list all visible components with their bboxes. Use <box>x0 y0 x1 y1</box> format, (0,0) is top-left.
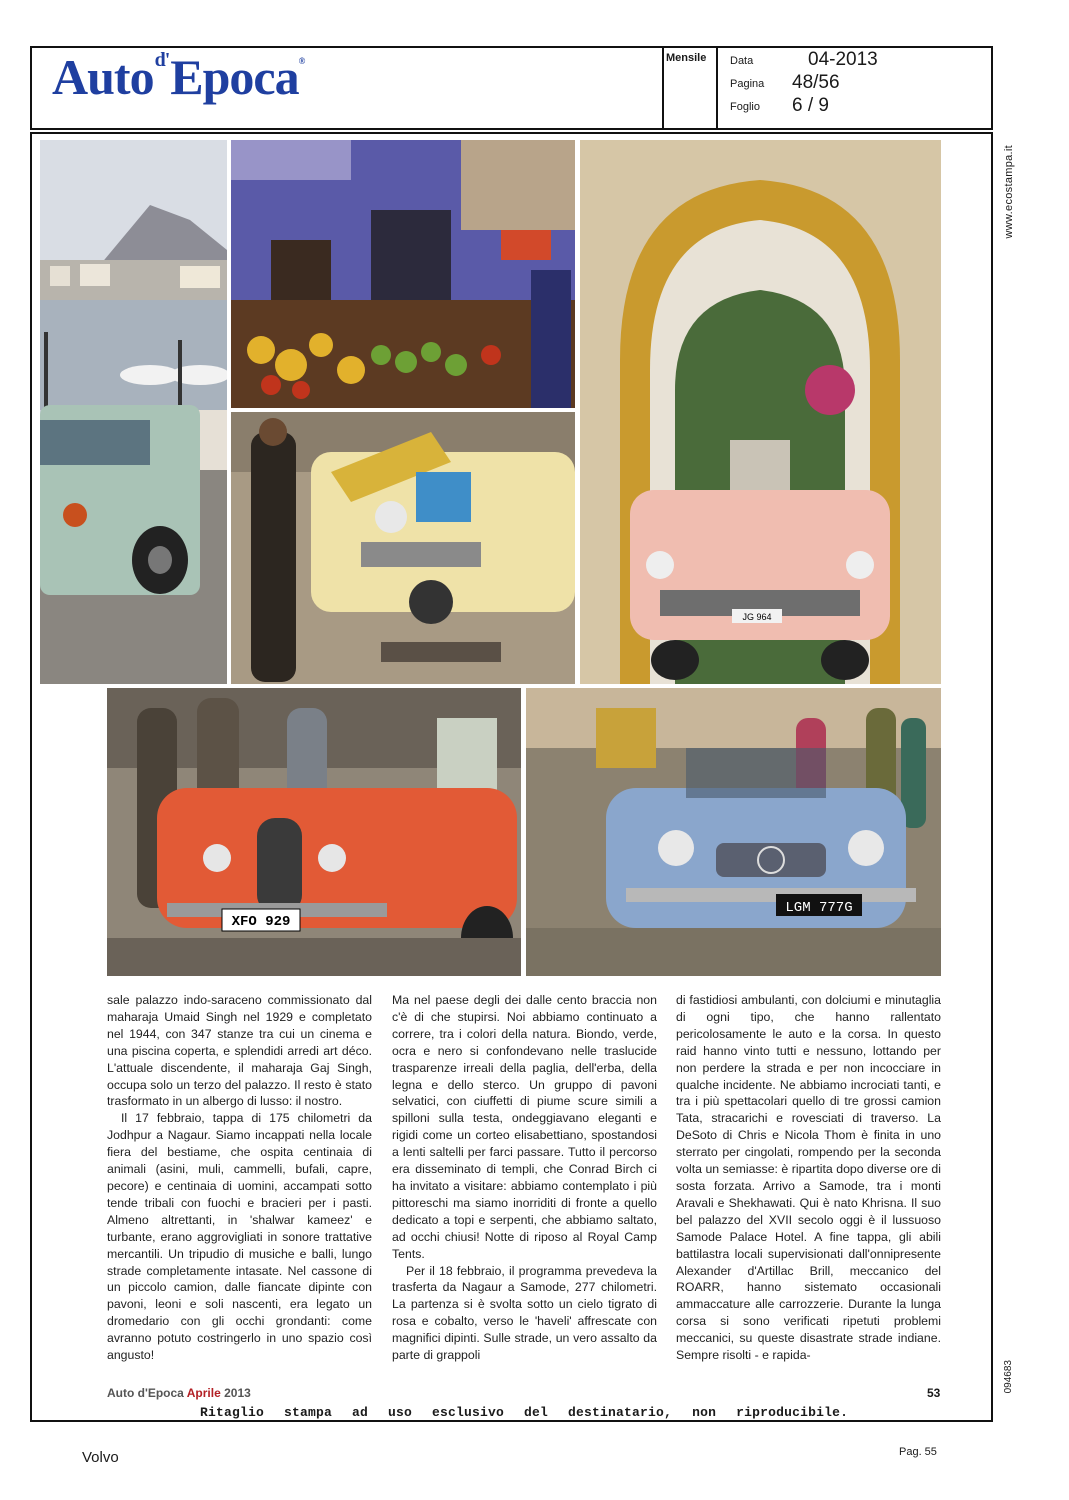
foglio-label: Foglio <box>730 101 760 113</box>
paragraph: Ma nel paese degli dei dalle cento braccia non c'è di che stupirsi. Noi abbiamo continuato a correre, tra i colori della natura. Biondo, verde, ocra e nero si confondevano nelle traslucide trasparenze irreali della paglia, dell'erba, della legna e dello sterco. Un gruppo di pavoni selvatici, con ciuffetti di piume scure simili a spilloni sulla testa, ondeggiavano eleganti e rigidi come un corteo elisabettiano, spostandosi a lenti saltelli per farci passare. Tutto il percorso era disseminato di templi, che Conrad Birch ci ha invitato a visitare: abbiamo contemplato i più pittoreschi ma siamo inorriditi di fronte a quello dedicato a topi e serpenti, che abbiamo saltato, ad occhi chiusi! Notte di riposo al Royal Camp Tents. <box>392 993 657 1261</box>
footer-page-number: 53 <box>927 1386 941 1400</box>
side-code: 094683 <box>1003 1360 1014 1394</box>
pagina-label: Pagina <box>730 78 765 90</box>
article-column-3 <box>676 992 941 1364</box>
photo-arch-desoto <box>580 140 941 684</box>
photo-mechanics <box>231 412 575 684</box>
plate-desoto: JG 964 <box>742 612 772 622</box>
plate-mercedes: LGM 777G <box>785 900 853 916</box>
foglio-value: 6 / 9 <box>792 95 829 116</box>
pag-number: Pag. 55 <box>899 1446 937 1458</box>
client-name: Volvo <box>82 1449 119 1466</box>
pagina-value: 48/56 <box>792 72 840 93</box>
footer-magazine: Auto d'Epoca Aprile 2013 <box>107 1386 251 1400</box>
photo-blue-mercedes <box>526 688 941 976</box>
article-column-1 <box>107 992 372 1364</box>
article-column-2 <box>392 992 657 1364</box>
paragraph: di fastidiosi ambulanti, con dolciumi e minutaglia di ogni tipo, che hanno rallentato pericolosamente le auto e la corsa. In questo raid hanno vinto tutti e nessuno, lottando per non perdere la strada e per non incocciare in qualche incidente. Ne abbiamo incrociati tanti, e tra i più spettacolari quello di tre grossi camion Tata, stracarichi e rovesciati di traverso. La DeSoto di Chris e Nicola Thom è finita in uno sterrato per cingolati, rompendo per la seconda volta un semiasse: è ripartita dopo diverse ore di sosta forzata. Arrivo a Samode, tra i monti Aravali e Shekhawati. Qui è nato Khrisna. Il suo bel palazzo del XVII secolo oggi è il lussuoso Samode Palace Hotel. A fine tappa, gli abili battilastra locali supervisionati dall'onnipresente Alexander d'Artillac Brill, meccanico del ROARR, hanno sistemato occasionali ammaccature alle carrozzerie. Durante la lunga corsa si sono verificati ripetuti problemi meccanici, su queste disastrate strade indiane. Sempre risolti - e rapida- <box>676 993 941 1363</box>
frequency-label: Mensile <box>666 52 707 64</box>
magazine-logo: Auto$^{d'}$Epoca® <box>52 49 305 105</box>
copyright-notice: Ritaglio stampa ad uso esclusivo del destinatario, non riproducibile. <box>200 1405 849 1420</box>
photo-lake-palace <box>40 140 227 684</box>
paragraph: Per il 18 febbraio, il programma prevedeva la trasferta da Nagaur a Samode, 277 chilometri. La partenza si è svolta sotto un cielo tigrato di rosa e cobalto, verso le 'haveli' affrescate con magnifici dipinti. Sulle strade, un vero assalto da parte di grappoli <box>392 1263 657 1363</box>
data-value: 04-2013 <box>808 49 878 70</box>
photo-fruit-market <box>231 140 575 408</box>
paragraph: Il 17 febbraio, tappa di 175 chilometri da Jodhpur a Nagaur. Siamo incappati nella locale fiera del bestiame, che ospita centinaia di animali (asini, muli, cammelli, bufali, capre, pecore) e centinaia di uomini, accampati sotto tende tribali con fuochi e bracieri per i pasti. Almeno altrettanti, in 'shalwar kameez' e turbante, erano aggrovigliati in sonore trattative mercantili. Un tripudio di musiche e balli, lungo strade completamente intasate. Nel cassone di un piccolo camion, dalle fiancate dipinte con pavoni, leoni e soli nascenti, era legato un dromedario con gli occhi grondanti: come avranno potuto costringerlo in uno spazio così angusto! <box>107 1111 372 1363</box>
data-label: Data <box>730 55 754 67</box>
plate-jaguar: XFO 929 <box>231 914 291 930</box>
paragraph: sale palazzo indo-saraceno commissionato dal maharaja Umaid Singh nel 1929 e completato nel 1944, con 347 stanze tra cui un cinema e una piscina coperta, e splendidi arredi art déco. L'attuale discendente, il maharaja Gaj Singh, occupa solo un terzo del palazzo. Il resto è stato trasformato in un albergo di lusso: il nostro. <box>107 993 372 1109</box>
photo-red-jaguar <box>107 688 521 976</box>
side-url: www.ecostampa.it <box>1003 145 1015 239</box>
